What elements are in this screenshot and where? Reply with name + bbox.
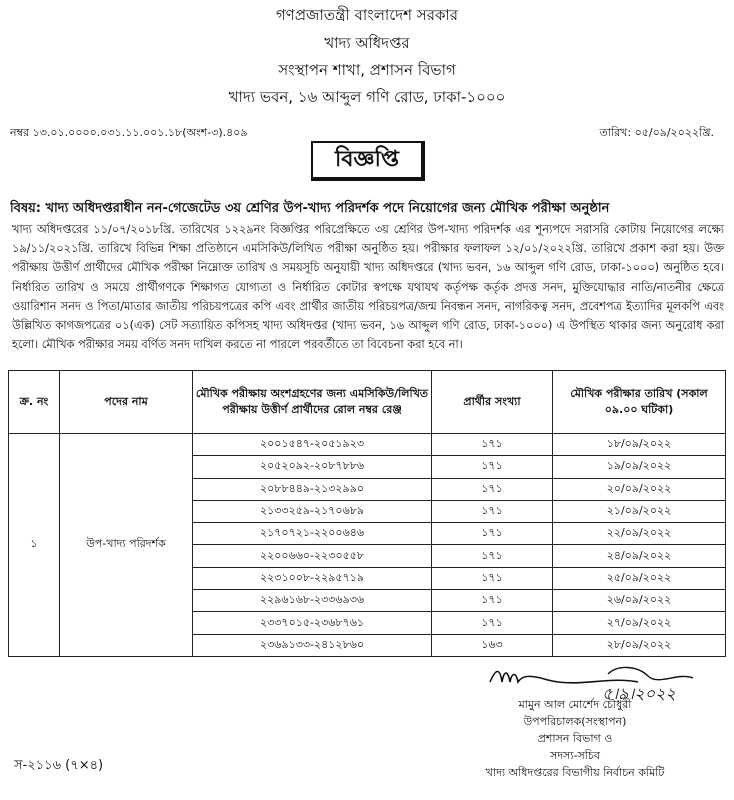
roll-range-cell: ২৩৬৯১৩৩-২৪১২৮৬০: [193, 634, 432, 656]
roll-range-cell: ২২০০৬৬০-২২৩০৫৫৮: [193, 545, 432, 567]
header-government: গণপ্রজাতন্ত্রী বাংলাদেশ সরকার: [275, 6, 459, 24]
viva-schedule-table: [8, 370, 726, 657]
count-cell: ১৭১: [432, 612, 553, 634]
signatory-division: প্রশাসন বিভাগ ও: [537, 732, 613, 745]
signatory-committee: খাদ্য অধিদপ্তরের বিভাগীয় নির্বাচন কমিটি: [485, 766, 665, 779]
signatory-designation: উপপরিচালক(সংস্থাপন): [523, 715, 627, 728]
subject-line: বিষয়: খাদ্য অধিদপ্তরাধীন নন-গেজেটেড ৩য় শ্রেণির উপ-খাদ্য পরিদর্শক পদে নিয়োগের জন্য মৌখিক পরীক্ষা অনুষ্ঠান: [10, 201, 610, 216]
roll-range-cell: ২১৩৩২৫৯-২১৭০৬৮৯: [193, 500, 432, 522]
header-candidate-count: প্রার্থীর সংখ্যা: [432, 371, 553, 434]
header-roll-range: মৌখিক পরীক্ষায় অংশগ্রহণের জন্য এমসিকিউ/লিখিত পরীক্ষায় উত্তীর্ণ প্রার্থীদের রোল নম্বর রেঞ্জ: [193, 371, 432, 434]
header-address: খাদ্য ভবন, ১৬ আব্দুল গণি রোড, ঢাকা-১০০০: [228, 88, 506, 106]
header-department: খাদ্য অধিদপ্তর: [324, 34, 410, 52]
date-cell: ২৪/০৯/২০২২: [553, 545, 726, 567]
count-cell: ১৬৩: [432, 634, 553, 656]
date-cell: ১৮/০৯/২০২২: [553, 434, 726, 456]
count-cell: ১৭১: [432, 545, 553, 567]
count-cell: ১৭১: [432, 523, 553, 545]
issue-date: তারিখ: ০৫/০৯/২০২২খ্রি.: [599, 126, 714, 139]
signature-date: ৫।৯।২০২২: [602, 684, 676, 703]
count-cell: ১৭১: [432, 590, 553, 612]
post-cell: উপ-খাদ্য পরিদর্শক: [60, 434, 193, 657]
header-section: সংস্থাপন শাখা, প্রশাসন বিভাগ: [278, 61, 456, 79]
signatory-role: সদস্য-সচিব: [550, 749, 600, 762]
date-cell: ২০/০৯/২০২২: [553, 478, 726, 500]
count-cell: ১৭১: [432, 478, 553, 500]
count-cell: ১৭১: [432, 456, 553, 478]
date-cell: ১৯/০৯/২০২২: [553, 456, 726, 478]
table-header-row: [9, 371, 726, 434]
count-cell: ১৭১: [432, 434, 553, 456]
roll-range-cell: ২২৯৬১৬৮-২৩৩৬৯৩৬: [193, 590, 432, 612]
date-cell: ২২/০৯/২০২২: [553, 523, 726, 545]
footer-code: স-২১১৬ (৭×৪): [14, 758, 104, 773]
date-cell: ২৫/০৯/২০২২: [553, 567, 726, 589]
count-cell: ১৭১: [432, 500, 553, 522]
roll-range-cell: ২১৭০৭২১-২২০০৬৪৬: [193, 523, 432, 545]
date-cell: ২৬/০৯/২০২২: [553, 590, 726, 612]
serial-cell: ১: [9, 434, 60, 657]
table-row: [9, 434, 726, 456]
roll-range-cell: ২০৮৮৪৪৯-২১৩২৯৯০: [193, 478, 432, 500]
date-cell: ২৭/০৯/২০২২: [553, 612, 726, 634]
header-post: পদের নাম: [60, 371, 193, 434]
roll-range-cell: ২২৩১০০৮-২২৯৫৭১৯: [193, 567, 432, 589]
date-cell: ২১/০৯/২০২২: [553, 500, 726, 522]
memo-number: নম্বর ১৩.০১.০০০০.০৩১.১১.০০১.১৮(অংশ-৩).৪০৯: [10, 126, 248, 139]
count-cell: ১৭১: [432, 567, 553, 589]
roll-range-cell: ২৩৩৭০১৫-২৩৬৮৭৬১: [193, 612, 432, 634]
notice-body: খাদ্য অধিদপ্তরের ১১/০৭/২০১৮খ্রি. তারিখের ১২২৯নং বিজ্ঞপ্তির পরিপ্রেক্ষিতে ৩য় শ্রেণির উপ-খাদ্য পরিদর্শক এর শূন্যপদে সরাসরি কোটায় নিয়োগের লক্ষ্যে ১৯/১১/২০২১খ্রি. তারিখে বিভিন্ন শিক্ষা প্রতিষ্ঠানে এমসিকিউ/লিখিত পরীক্ষা অনুষ্ঠিত হয়। পরীক্ষার ফলাফল ১২/০১/২০২২খ্রি. তারিখে প্রকাশ করা হয়। উক্ত পরীক্ষায় উত্তীর্ণ প্রার্থীদের মৌখিক পরীক্ষা নিম্নোক্ত তারিখ ও সময়সূচি অনুযায়ী খাদ্য অধিদপ্তরে (খাদ্য ভবন, ১৬ আব্দুল গণি রোড, ঢাকা-১০০০) অনুষ্ঠিত হবে। নির্ধারিত তারিখ ও সময়ে প্রার্থীগণকে শিক্ষাগত যোগ্যতা ও নির্ধারিত কোটার স্বপক্ষে যথাযথ কর্তৃপক্ষ কর্তৃক প্রদত্ত সনদ, মুক্তিযোদ্ধার নাতি/নাতনীর ক্ষেত্রে ওয়ারিশান সনদ ও পিতা/মাতার জাতীয় পরিচয়পত্রের কপি এবং প্রার্থীর জাতীয় পরিচয়পত্র/জন্ম নিবন্ধন সনদ, নাগরিকত্ব সনদ, প্রবেশপত্র ইত্যাদির মূলকপি এবং উল্লিখিত কাগজপত্রের ০১(এক) সেট সত্যায়িত কপিসহ খাদ্য অধিদপ্তর (খাদ্য ভবন, ১৬ আব্দুল গণি রোড, ঢাকা-১০০০) এ উপস্থিত থাকার জন্য অনুরোধ করা হলো। মৌখিক পরীক্ষার সময় বর্ণিত সনদ দাখিল করতে না পারলে পরবর্তীতে তা বিবেচনা করা হবে না।: [12, 223, 724, 352]
header-viva-date: মৌখিক পরীক্ষার তারিখ (সকাল ০৯.০০ ঘটিকা): [553, 371, 726, 434]
signature-block: [440, 696, 710, 781]
date-cell: ২৮/০৯/২০২২: [553, 634, 726, 656]
header-serial: ক্র. নং: [9, 371, 60, 434]
roll-range-cell: ২০০১৫৪৭-২০৫১৯২৩: [193, 434, 432, 456]
roll-range-cell: ২০৫২০৯২-২০৮৭৮৮৬: [193, 456, 432, 478]
signatory-name: মামুন আল মোর্শেদ চৌধুরী: [518, 698, 632, 711]
notice-title: বিজ্ঞপ্তি: [311, 141, 425, 181]
